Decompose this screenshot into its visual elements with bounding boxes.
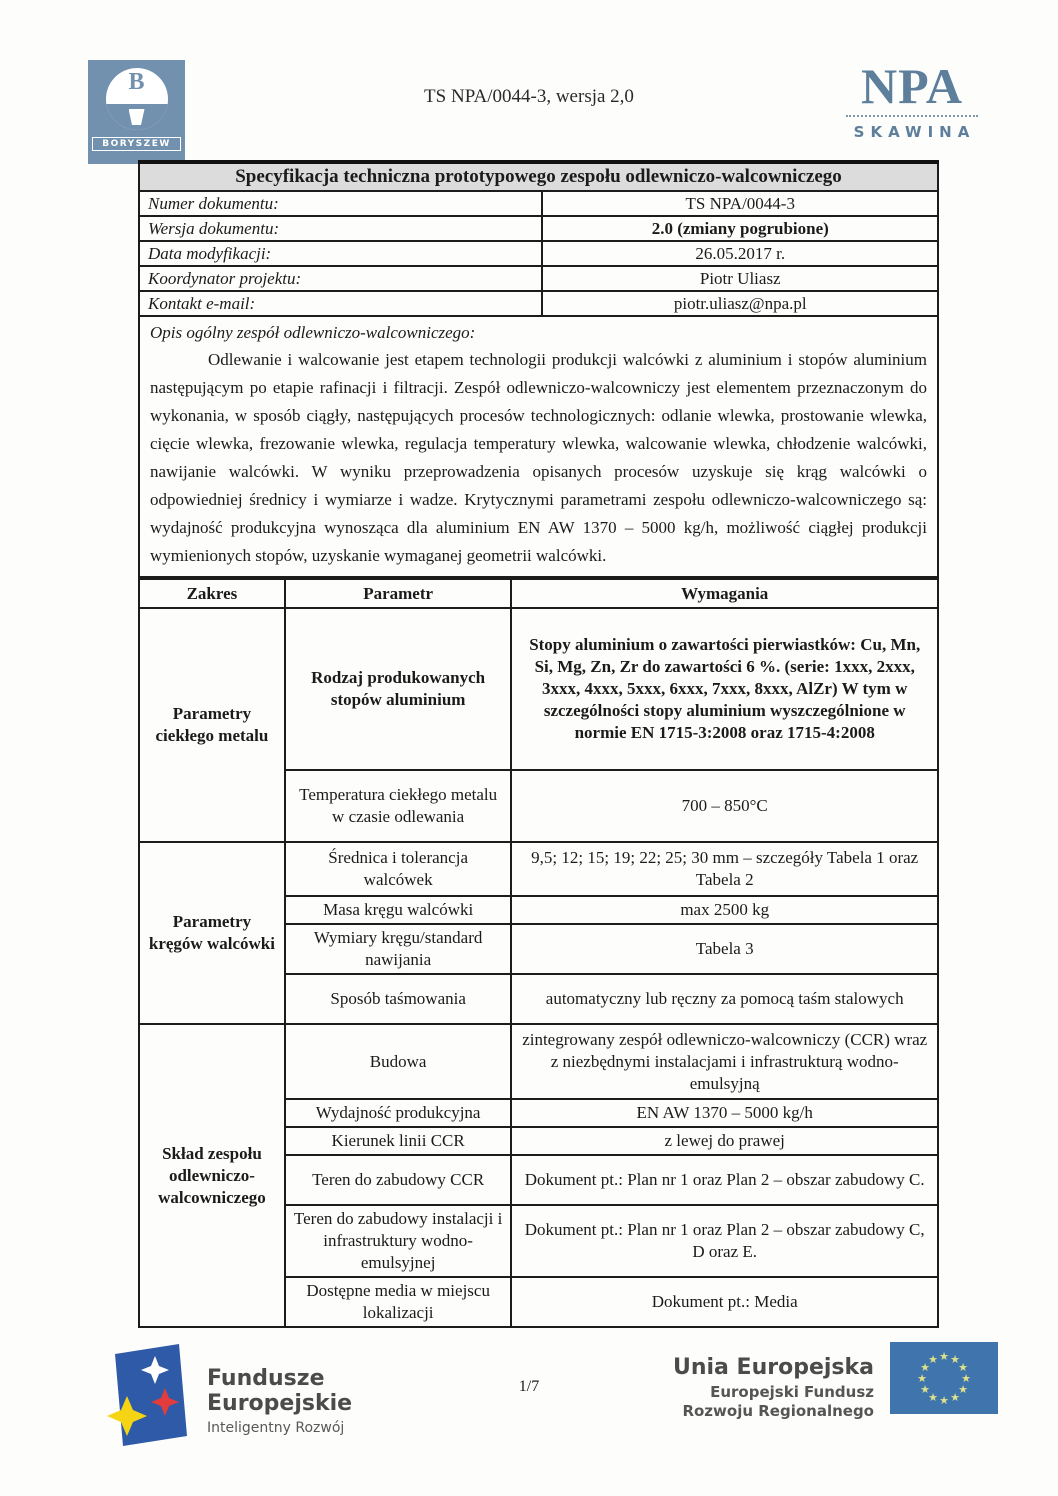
param-sposob-tasmowania: Sposób taśmowania — [285, 974, 512, 1024]
eu-subtitle-line2: Rozwoju Regionalnego — [682, 1402, 874, 1420]
npa-wordmark: NPA — [860, 58, 964, 114]
group-label-kregow-walcowki: Parametry kręgów walcówki — [139, 842, 285, 1024]
npa-divider — [846, 115, 978, 117]
document-body — [138, 160, 939, 1328]
svg-text:★: ★ — [920, 1361, 930, 1374]
table-row — [139, 162, 938, 191]
req-sposob-tasmowania: automatyczny lub ręczny za pomocą taśm stalowych — [511, 974, 938, 1024]
table-row — [139, 216, 938, 241]
boryszew-wordmark: BORYSZEW — [92, 137, 181, 151]
svg-text:★: ★ — [928, 1353, 938, 1366]
specification-table — [138, 578, 939, 1328]
table-row — [139, 191, 938, 216]
info-value-wersja: 2.0 (zmiany pogrubione) — [542, 216, 938, 241]
info-label-wersja: Wersja dokumentu: — [139, 216, 542, 241]
req-masa: max 2500 kg — [511, 896, 938, 924]
param-masa: Masa kręgu walcówki — [285, 896, 512, 924]
svg-text:★: ★ — [917, 1372, 927, 1385]
param-dostepne-media: Dostępne media w miejscu lokalizacji — [285, 1277, 512, 1327]
svg-text:★: ★ — [950, 1391, 960, 1404]
param-rodzaj-stopow: Rodzaj produkowanych stopów aluminium — [285, 608, 512, 770]
boryszew-logo — [88, 60, 185, 164]
param-kierunek-ccr: Kierunek linii CCR — [285, 1127, 512, 1155]
page-number: 1/7 — [518, 1378, 540, 1395]
group-label-sklad-zespolu: Skład zespołu odlewniczo-walcowniczego — [139, 1024, 285, 1327]
param-temperatura: Temperatura ciekłego metalu w czasie odlewania — [285, 770, 512, 842]
description-heading: Opis ogólny zespół odlewniczo-walcowniczego: — [150, 323, 476, 342]
column-header-parametr: Parametr — [285, 579, 512, 608]
table-header-row — [139, 579, 938, 608]
req-teren-instalacji: Dokument pt.: Plan nr 1 oraz Plan 2 – obszar zabudowy C, D oraz E. — [511, 1205, 938, 1277]
req-budowa: zintegrowany zespół odlewniczo-walcowniczy (CCR) wraz z niezbędnymi instalacjami i infrastrukturą wodno-emulsyjną — [511, 1024, 938, 1099]
eu-subtitle-line1: Europejski Fundusz — [710, 1383, 874, 1401]
req-dostepne-media: Dokument pt.: Media — [511, 1277, 938, 1327]
fundusze-text — [207, 1366, 352, 1436]
group-label-cieklego-metalu: Parametry ciekłego metalu — [139, 608, 285, 842]
fundusze-line1: Fundusze — [207, 1366, 325, 1391]
param-budowa: Budowa — [285, 1024, 512, 1099]
table-row — [139, 608, 938, 770]
info-value-koordynator: Piotr Uliasz — [542, 266, 938, 291]
svg-text:★: ★ — [928, 1391, 938, 1404]
param-teren-ccr: Teren do zabudowy CCR — [285, 1155, 512, 1205]
table-row — [139, 316, 938, 577]
req-rodzaj-stopow: Stopy aluminium o zawartości pierwiastków: Cu, Mn, Si, Mg, Zn, Zr do zawartości 6 %. (serie: 1xxx, 2xxx, 3xxx, 4xxx, 5xxx, 6xxx, 7xxx, 8xxx, AlZr) W tym w szczególności stopy aluminium wyszczególnione w normie EN 1715-3:2008 oraz 1715-4:2008 — [511, 608, 938, 770]
info-label-numer: Numer dokumentu: — [139, 191, 542, 216]
table-row — [139, 1024, 938, 1099]
table-row — [139, 266, 938, 291]
param-wydajnosc: Wydajność produkcyjna — [285, 1099, 512, 1127]
req-srednica: 9,5; 12; 15; 19; 22; 25; 30 mm – szczegóły Tabela 1 oraz Tabela 2 — [511, 842, 938, 896]
svg-text:★: ★ — [939, 1350, 949, 1363]
npa-skawina-label: SKAWINA — [853, 123, 976, 141]
description-cell — [139, 316, 938, 577]
document-reference: TS NPA/0044-3, wersja 2,0 — [424, 86, 634, 107]
info-label-data: Data modyfikacji: — [139, 241, 542, 266]
table-row — [139, 241, 938, 266]
param-wymiary-kregu: Wymiary kręgu/standard nawijania — [285, 924, 512, 974]
column-header-wymagania: Wymagania — [511, 579, 938, 608]
description-paragraph: Odlewanie i walcowanie jest etapem technologii produkcji walcówki z aluminium i stopów aluminium następującym po etapie rafinacji i filtracji. Zespół odlewniczo-walcowniczy jest elementem przeznaczonym do wykonania, w sposób ciągły, następujących procesów technologicznych: odlanie wlewka, prostowanie wlewka, cięcie wlewka, frezowanie wlewka, regulacja temperatury wlewka, walcowanie wlewka, chłodzenie walcówki, nawijanie walcówki. W wyniku przeprowadzenia opisanych procesów uzyskuje się krąg walcówki o odpowiedniej średnicy i wymiarze i wadze. Krytycznymi parametrami zespołu odlewniczo-walcowniczego są: wydajność produkcyjna wynosząca dla aluminium EN AW 1370 – 5000 kg/h, możliwość ciągłej produkcji wymienionych stopów, uzyskanie wymaganej geometrii walcówki. — [150, 350, 927, 565]
svg-text:★: ★ — [961, 1372, 971, 1385]
eu-title: Unia Europejska — [672, 1355, 874, 1380]
param-srednica: Średnica i tolerancja walcówek — [285, 842, 512, 896]
req-kierunek-ccr: z lewej do prawej — [511, 1127, 938, 1155]
param-teren-instalacji: Teren do zabudowy instalacji i infrastruktury wodno-emulsyjnej — [285, 1205, 512, 1277]
info-value-data: 26.05.2017 r. — [542, 241, 938, 266]
req-temperatura: 700 – 850°C — [511, 770, 938, 842]
document-info-table — [138, 160, 939, 578]
info-value-numer: TS NPA/0044-3 — [542, 191, 938, 216]
info-value-email: piotr.uliasz@npa.pl — [542, 291, 938, 316]
table-row — [139, 291, 938, 316]
eu-text — [673, 1356, 874, 1421]
fundusze-subtitle: Inteligentny Rozwój — [207, 1420, 345, 1436]
svg-text:★: ★ — [920, 1383, 930, 1396]
table-row — [139, 842, 938, 896]
npa-logo — [843, 60, 981, 141]
svg-text:★: ★ — [958, 1383, 968, 1396]
eu-flag-icon — [890, 1342, 998, 1414]
fundusze-line2: Europejskie — [207, 1391, 353, 1416]
boryszew-emblem-icon — [106, 68, 168, 130]
req-wydajnosc: EN AW 1370 – 5000 kg/h — [511, 1099, 938, 1127]
boryszew-letter: B — [128, 69, 145, 95]
svg-text:★: ★ — [950, 1353, 960, 1366]
svg-text:★: ★ — [958, 1361, 968, 1374]
unia-europejska-logo — [673, 1342, 998, 1421]
column-header-zakres: Zakres — [139, 579, 285, 608]
svg-text:★: ★ — [939, 1394, 949, 1407]
req-teren-ccr: Dokument pt.: Plan nr 1 oraz Plan 2 – obszar zabudowy C. — [511, 1155, 938, 1205]
document-title: Specyfikacja techniczna prototypowego zespołu odlewniczo-walcowniczego — [139, 162, 938, 191]
info-label-email: Kontakt e-mail: — [139, 291, 542, 316]
info-label-koordynator: Koordynator projektu: — [139, 266, 542, 291]
req-wymiary-kregu: Tabela 3 — [511, 924, 938, 974]
